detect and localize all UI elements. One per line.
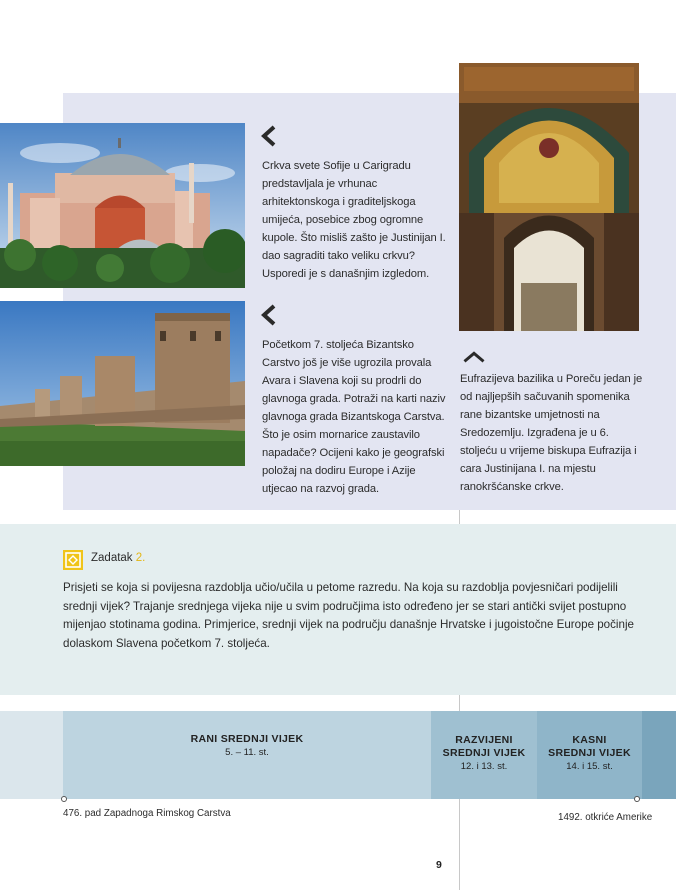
chevron-left-icon: [259, 304, 281, 326]
period-centuries: 14. i 15. st.: [566, 761, 613, 772]
constantinople-walls-photo: [0, 301, 245, 466]
timeline-end-event: 1492. otkriće Amerike: [558, 812, 653, 823]
task-number: 2.: [135, 552, 146, 564]
chevron-left-icon: [259, 125, 281, 147]
euphrasian-basilica-photo: [459, 63, 639, 331]
page-number: 9: [436, 859, 442, 871]
period-name: RANI SREDNJI VIJEK: [190, 733, 304, 745]
task-label: Zadatak: [91, 552, 133, 564]
timeline-start-marker: [61, 796, 67, 802]
timeline-end-marker: [634, 796, 640, 802]
period-name-line: SREDNJI VIJEK: [548, 747, 631, 759]
task-icon: [63, 550, 83, 570]
period-centuries: 5. – 11. st.: [225, 747, 269, 758]
task-title: [91, 552, 145, 564]
timeline-tail-segment: [642, 711, 676, 799]
chevron-up-icon: [463, 346, 485, 368]
task-text: Prisjeti se koja si povijesna razdoblja učio/učila u petome razredu. Na koja su razdoblja povjesničari podijelili srednji vijek? Trajanje srednjega vijeka nije u svim područjima isto određeno jer se stari antički svijet postupno mijenjao stotinama godina. Primjerice, srednji vijek na području današnje Hrvatske i jugoistočne Europe počinje dolaskom Slavena početkom 7. stoljeća.: [63, 581, 634, 650]
hagia-sophia-photo: [0, 123, 245, 288]
period-early-middle-ages: [63, 733, 431, 759]
city-walls-caption: Početkom 7. stoljeća Bizantsko Carstvo još je više ugrozila provala Avara i Slavena koji su prodrli do glavnoga grada. Potraži na karti naziv glavnoga grada Bizantskoga Carstva. Što je osim mornarice zaustavilo napadače? Ocijeni kako je geografski položaj na dodiru Europe i Azije utjecao na razvoj grada.: [262, 339, 446, 495]
period-centuries: 12. i 13. st.: [460, 761, 508, 772]
hagia-sophia-caption: Crkva svete Sofije u Carigradu predstavljala je vrhunac arhitektonskoga i graditeljskoga umijeća, posebice zbog ogromne kupole. Što misliš zašto je Justinijan I. dao sagraditi tako veliku crkvu? Usporedi je s današnjim izgledom.: [262, 160, 446, 280]
timeline-lead-segment: [0, 711, 63, 799]
period-name-line: RAZVIJENI: [455, 734, 513, 746]
basilica-caption: Eufrazijeva bazilika u Poreču jedan je od najljepših sačuvanih spomenika rane bizantske umjetnosti na Sredozemlju. Izgrađena je u 6. stoljeću u vrijeme biskupa Eufrazija i cara Justinijana I. na mjestu ranokršćanske crkve.: [460, 373, 643, 493]
period-name-line: KASNI: [572, 734, 607, 746]
period-name-line: SREDNJI VIJEK: [442, 747, 526, 759]
period-high-middle-ages: [431, 734, 537, 773]
period-late-middle-ages: [537, 734, 642, 773]
timeline-start-event: 476. pad Zapadnoga Rimskog Carstva: [63, 808, 231, 819]
